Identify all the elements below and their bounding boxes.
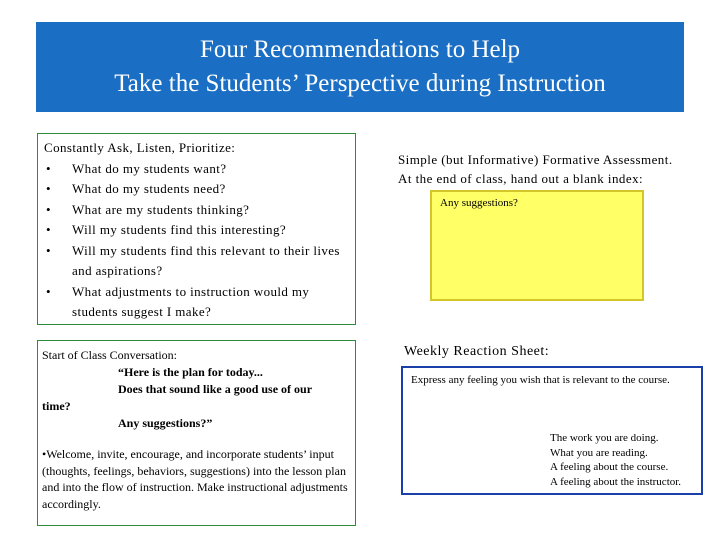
reaction-item: What you are reading.	[550, 446, 648, 459]
start-of-class-box	[37, 340, 356, 526]
bullet-icon: •	[46, 242, 51, 258]
question-item: • Will my students find this relevant to their lives and aspirations?	[46, 242, 340, 278]
question-item: • What adjustments to instruction would my students suggest I make?	[46, 283, 310, 319]
reaction-item: The work you are doing.	[550, 432, 659, 444]
bullet-icon: •	[46, 181, 51, 196]
quote-line-2: Does that sound like a good use of our	[118, 382, 313, 396]
bullet-icon: •	[46, 283, 51, 299]
weekly-reaction-title: Weekly Reaction Sheet:	[404, 344, 550, 359]
bullet-icon: •	[46, 160, 51, 176]
question-list	[44, 159, 349, 323]
start-heading: Start of Class Conversation:	[42, 348, 177, 362]
formative-line-1: Simple (but Informative) Formative Assessment.	[398, 152, 673, 167]
title-banner	[36, 22, 684, 112]
bullet-icon: •	[46, 201, 51, 217]
ask-heading: Constantly Ask, Listen, Prioritize:	[44, 140, 236, 155]
quote-line-3: time?	[42, 399, 71, 413]
ask-listen-box	[37, 133, 356, 325]
quote-line-4: Any suggestions?”	[118, 416, 213, 430]
question-item: • What do my students want?	[44, 159, 349, 180]
formative-assessment-text	[398, 150, 718, 188]
index-card	[430, 190, 644, 301]
bullet-icon: •	[46, 222, 51, 237]
reaction-item: A feeling about the course.	[550, 461, 669, 473]
reaction-items	[550, 431, 681, 489]
reaction-prompt: Express any feeling you wish that is relevant to the course.	[411, 374, 670, 386]
title-line-2: Take the Students’ Perspective during Instruction	[114, 70, 606, 97]
welcome-paragraph: •Welcome, invite, encourage, and incorporate students’ input (thoughts, feelings, behaviors, suggestions) into the lesson plan and into the flow of instruction. Make instructional adjustments accordingly.	[42, 447, 348, 511]
question-item: • What are my students thinking?	[44, 200, 349, 221]
index-card-text: Any suggestions?	[440, 197, 518, 209]
reaction-sheet-box	[401, 366, 703, 495]
title-line-1: Four Recommendations to Help	[199, 36, 521, 63]
question-item: • Will my students find this interesting?	[44, 220, 349, 241]
question-item: • What do my students need?	[44, 179, 349, 200]
formative-line-2: At the end of class, hand out a blank index:	[398, 171, 644, 186]
quote-line-1: “Here is the plan for today...	[118, 365, 263, 379]
reaction-item: A feeling about the instructor.	[550, 475, 682, 488]
